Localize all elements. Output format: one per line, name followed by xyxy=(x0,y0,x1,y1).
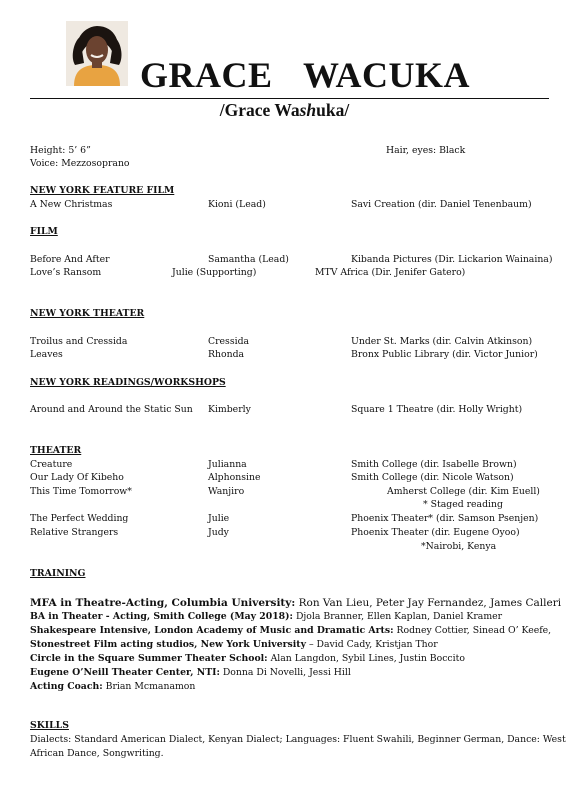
credit-role: Kioni (Lead) xyxy=(208,199,266,210)
header-divider xyxy=(30,98,549,99)
credit-title: Before And After xyxy=(30,254,110,265)
skills-text-line-1: Dialects: Standard American Dialect, Kenyan Dialect; Languages: Fluent Swahili, Beginner German, Dance: West xyxy=(30,734,566,745)
training-item: Eugene O’Neill Theater Center, NTI: Donna Di Novelli, Jessi Hill xyxy=(30,667,351,678)
credit-title: The Perfect Wedding xyxy=(30,513,129,524)
credit-title: Creature xyxy=(30,459,73,470)
section-heading-ny-readings: NEW YORK READINGS/WORKSHOPS xyxy=(30,377,226,388)
credit-role: Judy xyxy=(208,527,229,538)
voice-text: Voice: Mezzosoprano xyxy=(30,158,130,169)
credit-company: Phoenix Theater (dir. Eugene Oyoo) xyxy=(351,527,520,538)
credit-role: Cressida xyxy=(208,336,250,347)
credit-title: This Time Tomorrow* xyxy=(30,486,132,497)
credit-title: Relative Strangers xyxy=(30,527,119,538)
credit-company: Smith College (dir. Isabelle Brown) xyxy=(351,459,517,470)
hair-eyes-text: Hair, eyes: Black xyxy=(386,145,466,156)
credit-title: Around and Around the Static Sun xyxy=(30,404,193,415)
credit-title: Our Lady Of Kibeho xyxy=(30,472,124,483)
headshot-photo xyxy=(66,21,128,86)
section-heading-theater: THEATER xyxy=(30,445,82,456)
name-heading xyxy=(140,57,470,93)
credit-role: Rhonda xyxy=(208,349,245,360)
credit-role: Julie xyxy=(208,513,230,524)
credit-company: Smith College (dir. Nicole Watson) xyxy=(351,472,514,483)
credit-role: Kimberly xyxy=(208,404,251,415)
credit-company: Amherst College (dir. Kim Euell) xyxy=(387,486,540,497)
credit-company: Savi Creation (dir. Daniel Tenenbaum) xyxy=(351,199,532,210)
training-item: Circle in the Square Summer Theater School: Alan Langdon, Sybil Lines, Justin Boccito xyxy=(30,653,465,664)
height-text: Height: 5’ 6” xyxy=(30,145,91,156)
credit-role: Julie (Supporting) xyxy=(172,267,257,278)
skills-text-line-2: African Dance, Songwriting. xyxy=(30,748,164,759)
first-name: GRACE xyxy=(140,55,273,95)
credit-company: Square 1 Theatre (dir. Holly Wright) xyxy=(351,404,523,415)
credit-title: Troilus and Cressida xyxy=(30,336,128,347)
credit-title: Leaves xyxy=(30,349,63,360)
credit-role: Alphonsine xyxy=(208,472,261,483)
last-name: WACUKA xyxy=(302,55,470,95)
credit-company: Bronx Public Library (dir. Victor Junior) xyxy=(351,349,538,360)
training-item: BA in Theater - Acting, Smith College (May 2018): Djola Branner, Ellen Kaplan, Daniel Kramer xyxy=(30,611,503,622)
section-heading-ny-film: NEW YORK FEATURE FILM xyxy=(30,185,175,196)
credit-company: MTV Africa (Dir. Jenifer Gatero) xyxy=(315,267,466,278)
credit-role: Wanjiro xyxy=(208,486,245,497)
training-item: MFA in Theatre-Acting, Columbia University: Ron Van Lieu, Peter Jay Fernandez, James Calleri xyxy=(30,597,562,609)
credit-title: Love’s Ransom xyxy=(30,267,102,278)
credit-footnote: * Staged reading xyxy=(423,499,503,510)
credit-role: Samantha (Lead) xyxy=(208,254,289,265)
training-item: Shakespeare Intensive, London Academy of Music and Dramatic Arts: Rodney Cottier, Sinead O’ Keefe, xyxy=(30,625,552,636)
credit-company: Phoenix Theater* (dir. Samson Psenjen) xyxy=(351,513,539,524)
credit-role: Julianna xyxy=(208,459,247,470)
section-heading-training: TRAINING xyxy=(30,568,86,579)
name-pronunciation: /Grace Washuka/ xyxy=(219,100,350,120)
credit-footnote: *Nairobi, Kenya xyxy=(421,541,497,552)
section-heading-ny-theater: NEW YORK THEATER xyxy=(30,308,145,319)
section-heading-skills: SKILLS xyxy=(30,720,69,731)
credit-title: A New Christmas xyxy=(30,199,113,210)
credit-company: Under St. Marks (dir. Calvin Atkinson) xyxy=(351,336,533,347)
training-item: Acting Coach: Brian Mcmanamon xyxy=(30,681,196,692)
section-heading-film: FILM xyxy=(30,226,58,237)
credit-company: Kibanda Pictures (Dir. Lickarion Wainaina) xyxy=(351,254,553,265)
training-item: Stonestreet Film acting studios, New York University – David Cady, Kristjan Thor xyxy=(30,639,438,650)
